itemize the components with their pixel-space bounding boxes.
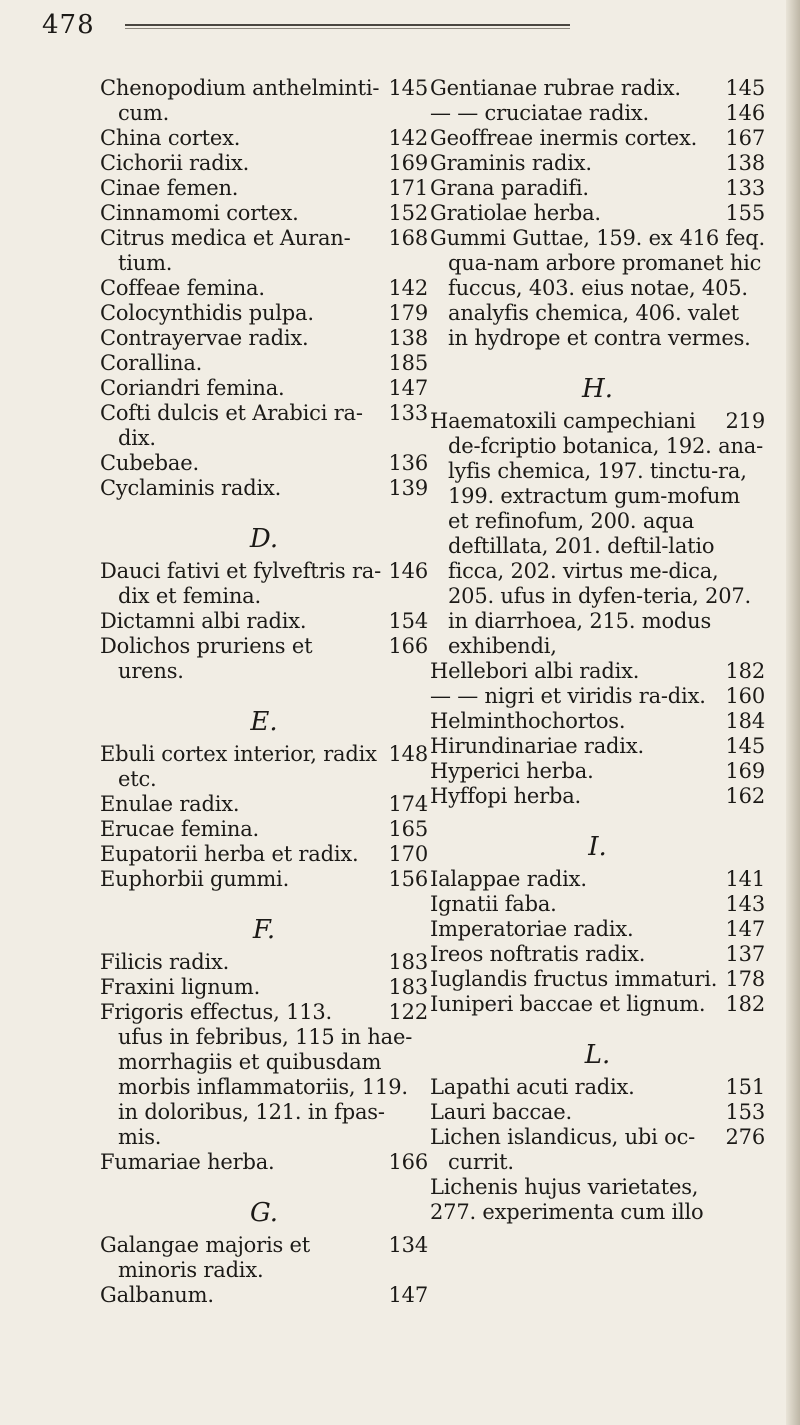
entry-page-ref: 162 — [725, 784, 765, 808]
entry-term: Cofti dulcis et Arabici ra-dix. — [100, 401, 363, 450]
index-entry — [430, 867, 765, 892]
entry-page-ref: 138 — [725, 151, 765, 175]
entry-term: Hyffopi herba. — [430, 784, 582, 808]
entry-page-ref: 142 — [388, 276, 428, 300]
entry-term: Ignatii faba. — [430, 892, 557, 916]
entry-page-ref: 145 — [725, 734, 765, 758]
index-entry — [100, 817, 428, 842]
index-entry — [100, 76, 428, 126]
index-entry — [100, 867, 428, 892]
index-entry — [100, 451, 428, 476]
index-entry — [100, 742, 428, 792]
index-column-right — [430, 76, 765, 1225]
entry-page-ref: 147 — [388, 1283, 428, 1307]
index-entry — [100, 351, 428, 376]
entry-term: Iuglandis fructus immaturi. — [430, 967, 718, 991]
entry-term: Helminthochortos. — [430, 709, 626, 733]
index-entry — [430, 201, 765, 226]
entry-term: Lichen islandicus, ubi oc-currit. — [430, 1125, 696, 1174]
entry-term: Lapathi acuti radix. — [430, 1075, 635, 1099]
page-edge — [786, 0, 800, 1425]
entry-term: Coffeae femina. — [100, 276, 265, 300]
entry-term: Galangae majoris et minoris radix. — [100, 1233, 310, 1282]
entry-page-ref: 166 — [388, 1150, 428, 1174]
entry-term: — — cruciatae radix. — [430, 101, 649, 125]
entry-term: Fraxini lignum. — [100, 975, 261, 999]
entry-term: Dolichos pruriens et urens. — [100, 634, 313, 683]
index-entry — [430, 734, 765, 759]
index-column-left — [100, 76, 428, 1308]
entry-page-ref: 183 — [388, 975, 428, 999]
entry-page-ref: 146 — [388, 559, 428, 583]
entry-term: Iuniperi baccae et lignum. — [430, 992, 706, 1016]
entry-term: Erucae femina. — [100, 817, 260, 841]
entry-page-ref: 183 — [388, 950, 428, 974]
entry-term: Lichenis hujus varietates, — [430, 1175, 699, 1199]
index-entry — [100, 126, 428, 151]
entry-page-ref: 160 — [725, 684, 765, 708]
entry-term: Graminis radix. — [430, 151, 592, 175]
entry-term: Gummi Guttae, 159. ex qua-nam arbore promanet hic fuccus, 403. eius notae, 405. analyfis chemica, 406. valet in hydrope et contra vermes. — [430, 226, 762, 350]
index-entry — [430, 1175, 765, 1200]
entry-page-ref: 136 — [388, 451, 428, 475]
index-entry — [430, 759, 765, 784]
entry-term: Enulae radix. — [100, 792, 240, 816]
entry-term: Citrus medica et Auran-tium. — [100, 226, 351, 275]
entry-page-ref: 145 — [725, 76, 765, 100]
entry-term: Cyclaminis radix. — [100, 476, 282, 500]
entry-term: Cinae femen. — [100, 176, 239, 200]
section-letter: L. — [584, 1040, 611, 1070]
index-entry — [100, 476, 428, 501]
entry-page-ref: 156 — [388, 867, 428, 891]
entry-page-ref: 178 — [725, 967, 765, 991]
entry-term: Frigoris effectus, 113. ufus in febribus, 115 in hae-morrhagiis et quibusdam morbis inflammatoriis, 119. in doloribus, 121. in fpas-mis. — [100, 1000, 413, 1149]
entry-page-ref: 154 — [388, 609, 428, 633]
index-entry — [100, 975, 428, 1000]
index-entry — [430, 409, 765, 659]
entry-page-ref: 143 — [725, 892, 765, 916]
entry-term: China cortex. — [100, 126, 241, 150]
index-entry — [430, 917, 765, 942]
section-letter: I. — [588, 832, 607, 862]
entry-term: Coriandri femina. — [100, 376, 285, 400]
entry-page-ref: 155 — [725, 201, 765, 225]
entry-term: Cubebae. — [100, 451, 199, 475]
index-entry — [430, 942, 765, 967]
page-number: 478 — [42, 10, 95, 40]
index-entry — [100, 151, 428, 176]
entry-page-ref: 182 — [725, 659, 765, 683]
index-entry — [100, 950, 428, 975]
entry-page-ref: 168 — [388, 226, 428, 250]
entry-term: Corallina. — [100, 351, 203, 375]
entry-page-ref: 148 — [388, 742, 428, 766]
entry-term: Gratiolae herba. — [430, 201, 601, 225]
index-entry — [100, 559, 428, 609]
index-entry — [100, 376, 428, 401]
entry-term: Ebuli cortex interior, radix etc. — [100, 742, 377, 791]
section-letter: D. — [249, 524, 279, 554]
entry-term: Dictamni albi radix. — [100, 609, 307, 633]
entry-page-ref: 146 — [725, 101, 765, 125]
entry-page-ref: 169 — [388, 151, 428, 175]
index-entry — [430, 226, 765, 351]
entry-term: Geoffreae inermis cortex. — [430, 126, 698, 150]
entry-page-ref: 416 feq. — [679, 226, 765, 250]
entry-page-ref: 219 — [725, 409, 765, 433]
entry-page-ref: 151 — [725, 1075, 765, 1099]
entry-term: Cinnamomi cortex. — [100, 201, 299, 225]
index-entry — [100, 1283, 428, 1308]
index-entry — [100, 842, 428, 867]
section-letter: H. — [582, 374, 613, 404]
index-entry — [100, 1150, 428, 1175]
index-entry — [100, 276, 428, 301]
entry-term: Filicis radix. — [100, 950, 230, 974]
entry-term: Lauri baccae. — [430, 1100, 572, 1124]
entry-term: Colocynthidis pulpa. — [100, 301, 314, 325]
entry-page-ref: 169 — [725, 759, 765, 783]
entry-term: Eupatorii herba et radix. — [100, 842, 359, 866]
entry-page-ref: 171 — [388, 176, 428, 200]
entry-page-ref: 165 — [388, 817, 428, 841]
header-rule — [125, 24, 570, 29]
entry-page-ref: 166 — [388, 634, 428, 658]
entry-page-ref: 133 — [388, 401, 428, 425]
entry-page-ref: 185 — [388, 351, 428, 375]
entry-page-ref: 141 — [725, 867, 765, 891]
entry-term: Hirundinariae radix. — [430, 734, 644, 758]
index-entry — [430, 1075, 765, 1100]
section-letter: E. — [250, 707, 278, 737]
index-entry — [100, 201, 428, 226]
index-entry — [100, 1233, 428, 1283]
entry-page-ref: 137 — [725, 942, 765, 966]
entry-page-ref: 170 — [388, 842, 428, 866]
entry-term: Imperatoriae radix. — [430, 917, 634, 941]
index-entry — [100, 609, 428, 634]
entry-page-ref: 184 — [725, 709, 765, 733]
entry-term: Cichorii radix. — [100, 151, 250, 175]
entry-page-ref: 147 — [725, 917, 765, 941]
entry-term: — — nigri et viridis ra-dix. — [430, 684, 706, 708]
section-letter: G. — [249, 1198, 279, 1228]
index-entry — [100, 226, 428, 276]
index-entry — [430, 992, 765, 1017]
entry-term: Haematoxili campechiani de-fcriptio botanica, 192. ana-lyfis chemica, 197. tinctu-ra, 199. extractum gum-mofum et refinofum, 200. aqua deftillata, 201. deftil-latio ficca, 202. virtus me-dica, 205. ufus in dyfen-teria, 207. in diarrhoea, 215. modus exhibendi, — [430, 409, 763, 658]
index-entry — [430, 784, 765, 809]
index-entry — [430, 1200, 765, 1225]
entry-term: Fumariae herba. — [100, 1150, 275, 1174]
index-entry — [430, 684, 765, 709]
entry-page-ref: 133 — [725, 176, 765, 200]
entry-page-ref: 122 — [388, 1000, 428, 1024]
entry-page-ref: 153 — [725, 1100, 765, 1124]
index-entry — [430, 176, 765, 201]
entry-page-ref: 167 — [725, 126, 765, 150]
index-entry — [430, 126, 765, 151]
entry-page-ref: 138 — [388, 326, 428, 350]
index-entry — [430, 101, 765, 126]
entry-term: Ireos noftratis radix. — [430, 942, 646, 966]
index-entry — [430, 76, 765, 101]
entry-term: Chenopodium anthelminti-cum. — [100, 76, 380, 125]
index-entry — [100, 1000, 428, 1150]
entry-term: Contrayervae radix. — [100, 326, 309, 350]
entry-term: Hyperici herba. — [430, 759, 594, 783]
entry-term: Grana paradifi. — [430, 176, 589, 200]
entry-page-ref: 276 — [725, 1125, 765, 1149]
index-entry — [430, 151, 765, 176]
entry-page-ref: 152 — [388, 201, 428, 225]
entry-term: Dauci fativi et fylveftris ra-dix et femina. — [100, 559, 381, 608]
entry-term: Ialappae radix. — [430, 867, 587, 891]
entry-page-ref: 142 — [388, 126, 428, 150]
index-entry — [100, 326, 428, 351]
entry-term: 277. experimenta cum illo — [430, 1200, 704, 1224]
index-entry — [100, 792, 428, 817]
index-entry — [430, 659, 765, 684]
entry-page-ref: 139 — [388, 476, 428, 500]
index-entry — [430, 1125, 765, 1175]
entry-term: Gentianae rubrae radix. — [430, 76, 681, 100]
section-letter: F. — [252, 915, 276, 945]
index-entry — [100, 176, 428, 201]
entry-page-ref: 179 — [388, 301, 428, 325]
entry-page-ref: 134 — [388, 1233, 428, 1257]
index-entry — [430, 892, 765, 917]
index-entry — [430, 709, 765, 734]
index-entry — [100, 634, 428, 684]
entry-term: Euphorbii gummi. — [100, 867, 290, 891]
entry-page-ref: 174 — [388, 792, 428, 816]
entry-term: Galbanum. — [100, 1283, 214, 1307]
entry-page-ref: 145 — [388, 76, 428, 100]
index-entry — [430, 1100, 765, 1125]
entry-term: Hellebori albi radix. — [430, 659, 640, 683]
entry-page-ref: 182 — [725, 992, 765, 1016]
index-entry — [100, 401, 428, 451]
entry-page-ref: 147 — [388, 376, 428, 400]
index-entry — [430, 967, 765, 992]
index-entry — [100, 301, 428, 326]
